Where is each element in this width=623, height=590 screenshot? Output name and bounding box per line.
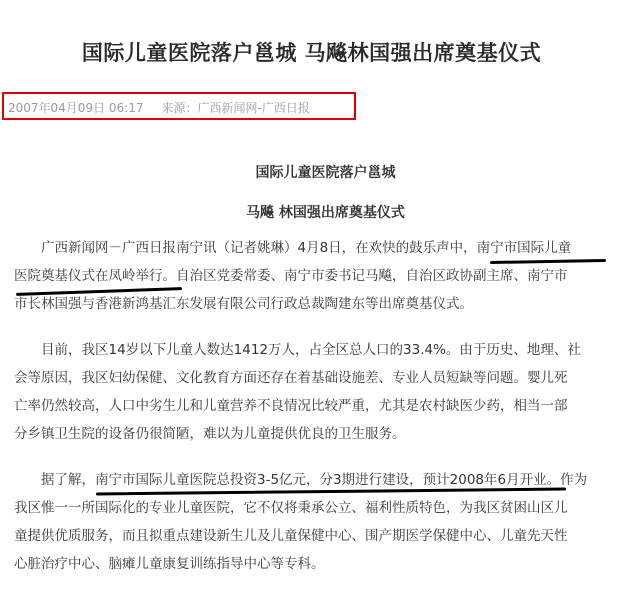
paragraph-3-line-4: 心脏治疗中心、脑瘫儿童康复训练指导中心等专科。: [14, 556, 325, 572]
paragraph-2-line-3: 亡率仍然较高，人口中劣生儿和儿童营养不良情况比较严重，尤其是农村缺医少药，相当一部: [14, 398, 568, 414]
paragraph-3-line-2: 我区惟一一所国际化的专业儿童医院，它不仅将秉承公立、福利性质特色，为我区贫困山区儿: [14, 500, 568, 516]
article-subtitle-2: 马飚 林国强出席奠基仪式: [246, 205, 405, 221]
paragraph-1-line-3: 市长林国强与香港新鸿基汇东发展有限公司行政总裁陶建东等出席奠基仪式。: [14, 296, 473, 312]
paragraph-1-line-1: 广西新闻网－广西日报南宁讯（记者姚琳）4月8日，在欢快的鼓乐声中，南宁市国际儿童: [41, 240, 572, 256]
paragraph-3-line-3: 童提供优质服务，而且拟重点建设新生儿及儿童保健中心、围产期医学保健中心、儿童先天性: [14, 528, 568, 544]
paragraph-1-line-2: 医院奠基仪式在凤岭举行。自治区党委常委、南宁市委书记马飚，自治区政协副主席、南宁市: [14, 268, 568, 284]
publish-datetime: 2007年04月09日 06:17: [8, 101, 144, 115]
paragraph-2-line-4: 分乡镇卫生院的设备仍很简陋，难以为儿童提供优良的卫生服务。: [14, 426, 406, 442]
article-source: 来源：广西新闻网-广西日报: [161, 101, 310, 115]
paragraph-3-line-1: 据了解，南宁市国际儿童医院总投资3-5亿元，分3期进行建设，预计2008年6月开业。作为: [41, 472, 588, 488]
article-meta: [8, 99, 310, 116]
paragraph-2-line-2: 会等原因，我区妇幼保健、文化教育方面还存在着基础设施差、专业人员短缺等问题。婴儿死: [14, 370, 568, 386]
article-headline: 国际儿童医院落户邕城 马飚林国强出席奠基仪式: [81, 41, 542, 65]
paragraph-2-line-1: 目前，我区14岁以下儿童人数达1412万人，占全区总人口的33.4%。由于历史、地理、社: [41, 342, 581, 358]
article-subtitle-1: 国际儿童医院落户邕城: [255, 165, 396, 181]
